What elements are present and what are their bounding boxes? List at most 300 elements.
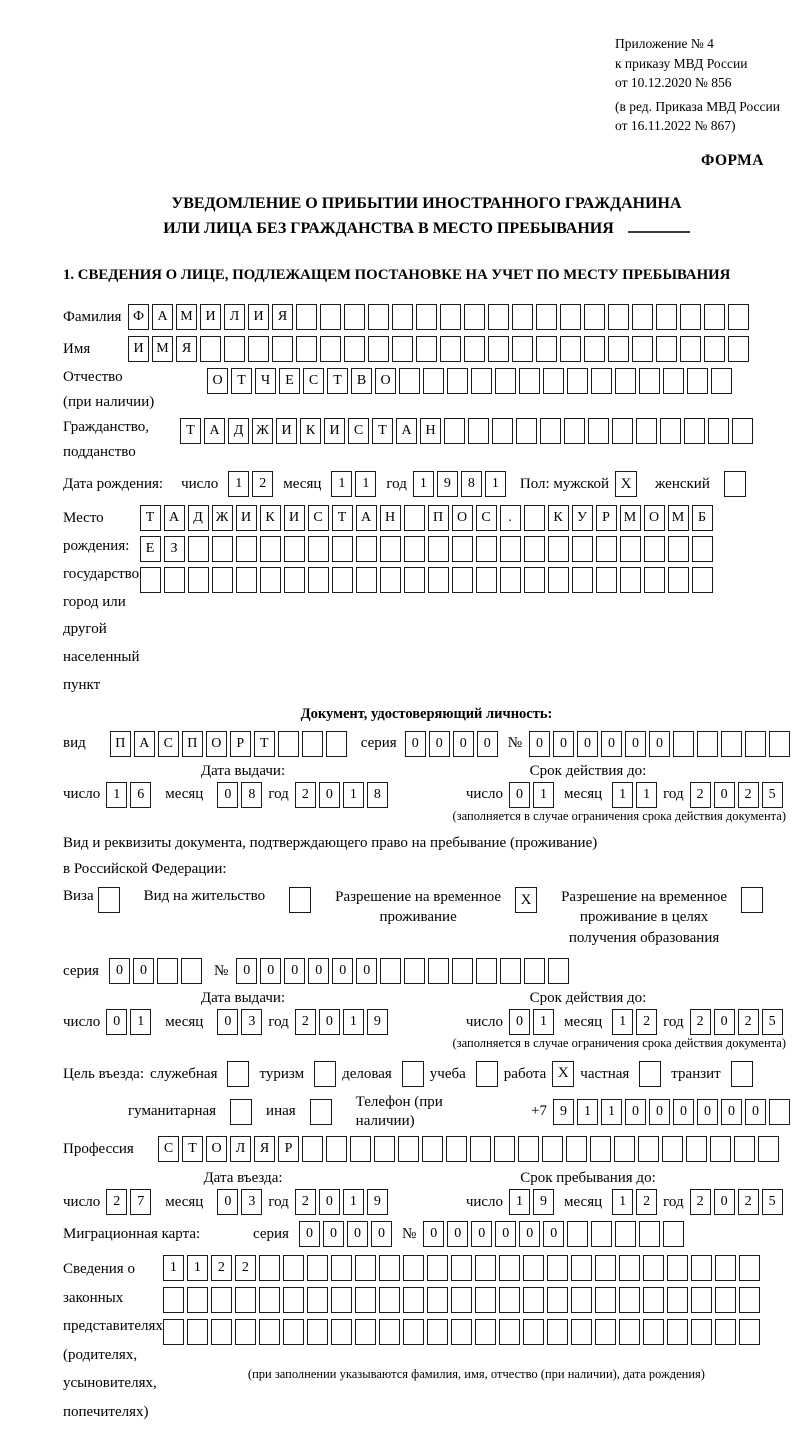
char-cell[interactable]: И <box>276 418 297 444</box>
char-cell[interactable] <box>548 536 569 562</box>
char-cell[interactable] <box>374 1136 395 1162</box>
char-cell[interactable] <box>686 1136 707 1162</box>
char-cell[interactable]: 2 <box>106 1189 127 1215</box>
purpose-tourism-checkbox[interactable] <box>314 1061 336 1087</box>
char-cell[interactable]: 0 <box>601 731 622 757</box>
char-cell[interactable] <box>571 1255 592 1281</box>
char-cell[interactable] <box>440 336 461 362</box>
char-cell[interactable] <box>403 1287 424 1313</box>
char-cell[interactable] <box>536 304 557 330</box>
char-cell[interactable]: 0 <box>319 1189 340 1215</box>
char-cell[interactable] <box>584 304 605 330</box>
char-cell[interactable] <box>452 567 473 593</box>
char-cell[interactable] <box>721 731 742 757</box>
char-cell[interactable]: И <box>236 505 257 531</box>
char-cell[interactable] <box>307 1255 328 1281</box>
char-cell[interactable] <box>236 567 257 593</box>
char-cell[interactable]: 1 <box>355 471 376 497</box>
char-cell[interactable] <box>615 1221 636 1247</box>
char-cell[interactable]: 0 <box>236 958 257 984</box>
char-cell[interactable] <box>392 336 413 362</box>
char-cell[interactable] <box>715 1287 736 1313</box>
char-cell[interactable]: 0 <box>347 1221 368 1247</box>
char-cell[interactable] <box>636 418 657 444</box>
char-cell[interactable]: 0 <box>133 958 154 984</box>
char-cell[interactable] <box>428 567 449 593</box>
char-cell[interactable]: 0 <box>509 1009 530 1035</box>
char-cell[interactable] <box>620 567 641 593</box>
char-cell[interactable]: 0 <box>471 1221 492 1247</box>
char-cell[interactable] <box>356 536 377 562</box>
char-cell[interactable]: 0 <box>332 958 353 984</box>
char-cell[interactable] <box>284 567 305 593</box>
char-cell[interactable]: А <box>134 731 155 757</box>
char-cell[interactable] <box>518 1136 539 1162</box>
char-cell[interactable] <box>447 368 468 394</box>
char-cell[interactable]: 1 <box>509 1189 530 1215</box>
char-cell[interactable] <box>715 1255 736 1281</box>
char-cell[interactable]: 0 <box>625 731 646 757</box>
char-cell[interactable]: Д <box>228 418 249 444</box>
char-cell[interactable]: С <box>476 505 497 531</box>
char-cell[interactable] <box>259 1255 280 1281</box>
temp-residence-edu-checkbox[interactable] <box>741 887 763 913</box>
char-cell[interactable] <box>476 536 497 562</box>
char-cell[interactable]: 1 <box>228 471 249 497</box>
purpose-other-checkbox[interactable] <box>310 1099 332 1125</box>
char-cell[interactable]: 0 <box>673 1099 694 1125</box>
char-cell[interactable]: 8 <box>367 782 388 808</box>
char-cell[interactable]: 2 <box>738 1009 759 1035</box>
char-cell[interactable]: 0 <box>697 1099 718 1125</box>
char-cell[interactable]: Т <box>332 505 353 531</box>
char-cell[interactable]: 2 <box>636 1189 657 1215</box>
char-cell[interactable] <box>668 536 689 562</box>
char-cell[interactable] <box>278 731 299 757</box>
char-cell[interactable]: 1 <box>343 1189 364 1215</box>
char-cell[interactable] <box>427 1319 448 1345</box>
char-cell[interactable]: А <box>396 418 417 444</box>
char-cell[interactable]: Л <box>230 1136 251 1162</box>
char-cell[interactable] <box>619 1319 640 1345</box>
char-cell[interactable]: У <box>572 505 593 531</box>
char-cell[interactable] <box>283 1319 304 1345</box>
char-cell[interactable] <box>488 336 509 362</box>
char-cell[interactable]: 1 <box>413 471 434 497</box>
char-cell[interactable] <box>734 1136 755 1162</box>
char-cell[interactable]: К <box>260 505 281 531</box>
char-cell[interactable] <box>656 336 677 362</box>
char-cell[interactable]: Я <box>272 304 293 330</box>
char-cell[interactable]: 1 <box>601 1099 622 1125</box>
char-cell[interactable]: 5 <box>762 1009 783 1035</box>
char-cell[interactable]: Е <box>140 536 161 562</box>
char-cell[interactable]: 7 <box>130 1189 151 1215</box>
char-cell[interactable] <box>499 1255 520 1281</box>
char-cell[interactable]: 0 <box>577 731 598 757</box>
char-cell[interactable]: 0 <box>477 731 498 757</box>
char-cell[interactable] <box>379 1287 400 1313</box>
char-cell[interactable] <box>668 567 689 593</box>
char-cell[interactable] <box>769 1099 790 1125</box>
char-cell[interactable]: С <box>303 368 324 394</box>
char-cell[interactable] <box>284 536 305 562</box>
char-cell[interactable] <box>427 1255 448 1281</box>
char-cell[interactable]: Ж <box>252 418 273 444</box>
char-cell[interactable] <box>710 1136 731 1162</box>
purpose-official-checkbox[interactable] <box>227 1061 249 1087</box>
char-cell[interactable]: 1 <box>612 782 633 808</box>
char-cell[interactable] <box>332 567 353 593</box>
char-cell[interactable] <box>500 536 521 562</box>
char-cell[interactable] <box>379 1319 400 1345</box>
char-cell[interactable]: 1 <box>343 1009 364 1035</box>
char-cell[interactable] <box>691 1319 712 1345</box>
char-cell[interactable] <box>697 731 718 757</box>
char-cell[interactable] <box>140 567 161 593</box>
char-cell[interactable] <box>495 368 516 394</box>
char-cell[interactable] <box>512 336 533 362</box>
char-cell[interactable] <box>667 1255 688 1281</box>
char-cell[interactable]: 1 <box>187 1255 208 1281</box>
char-cell[interactable] <box>476 958 497 984</box>
sex-male-checkbox[interactable]: X <box>615 471 637 497</box>
char-cell[interactable] <box>560 304 581 330</box>
char-cell[interactable]: П <box>182 731 203 757</box>
char-cell[interactable] <box>656 304 677 330</box>
char-cell[interactable] <box>704 336 725 362</box>
char-cell[interactable] <box>667 1319 688 1345</box>
char-cell[interactable]: 3 <box>241 1189 262 1215</box>
char-cell[interactable] <box>596 536 617 562</box>
char-cell[interactable]: 2 <box>211 1255 232 1281</box>
char-cell[interactable] <box>591 368 612 394</box>
char-cell[interactable] <box>584 336 605 362</box>
char-cell[interactable] <box>187 1319 208 1345</box>
char-cell[interactable] <box>380 567 401 593</box>
char-cell[interactable]: 2 <box>252 471 273 497</box>
char-cell[interactable] <box>692 536 713 562</box>
char-cell[interactable] <box>500 958 521 984</box>
char-cell[interactable]: О <box>206 1136 227 1162</box>
char-cell[interactable] <box>536 336 557 362</box>
char-cell[interactable] <box>428 536 449 562</box>
char-cell[interactable]: Н <box>420 418 441 444</box>
char-cell[interactable] <box>404 536 425 562</box>
char-cell[interactable]: 1 <box>533 1009 554 1035</box>
char-cell[interactable] <box>547 1287 568 1313</box>
char-cell[interactable] <box>560 336 581 362</box>
char-cell[interactable] <box>739 1319 760 1345</box>
char-cell[interactable] <box>619 1255 640 1281</box>
char-cell[interactable] <box>471 368 492 394</box>
char-cell[interactable]: 0 <box>519 1221 540 1247</box>
char-cell[interactable]: П <box>110 731 131 757</box>
char-cell[interactable]: 2 <box>690 1009 711 1035</box>
purpose-transit-checkbox[interactable] <box>731 1061 753 1087</box>
char-cell[interactable] <box>524 536 545 562</box>
char-cell[interactable]: 0 <box>109 958 130 984</box>
char-cell[interactable]: М <box>620 505 641 531</box>
char-cell[interactable]: М <box>176 304 197 330</box>
char-cell[interactable] <box>673 731 694 757</box>
char-cell[interactable]: С <box>348 418 369 444</box>
char-cell[interactable] <box>488 304 509 330</box>
char-cell[interactable]: 5 <box>762 782 783 808</box>
char-cell[interactable]: 0 <box>106 1009 127 1035</box>
char-cell[interactable]: 9 <box>437 471 458 497</box>
char-cell[interactable] <box>302 731 323 757</box>
char-cell[interactable]: 0 <box>308 958 329 984</box>
char-cell[interactable] <box>523 1287 544 1313</box>
char-cell[interactable] <box>356 567 377 593</box>
char-cell[interactable] <box>452 958 473 984</box>
char-cell[interactable]: 6 <box>130 782 151 808</box>
char-cell[interactable] <box>499 1287 520 1313</box>
char-cell[interactable] <box>283 1287 304 1313</box>
char-cell[interactable]: 0 <box>649 1099 670 1125</box>
char-cell[interactable]: С <box>158 731 179 757</box>
char-cell[interactable] <box>355 1287 376 1313</box>
char-cell[interactable]: 2 <box>295 1009 316 1035</box>
char-cell[interactable]: Л <box>224 304 245 330</box>
char-cell[interactable] <box>464 336 485 362</box>
char-cell[interactable] <box>758 1136 779 1162</box>
char-cell[interactable]: 1 <box>163 1255 184 1281</box>
char-cell[interactable] <box>663 1221 684 1247</box>
char-cell[interactable]: И <box>200 304 221 330</box>
char-cell[interactable] <box>416 304 437 330</box>
char-cell[interactable]: Р <box>278 1136 299 1162</box>
char-cell[interactable]: 1 <box>612 1009 633 1035</box>
char-cell[interactable] <box>392 304 413 330</box>
char-cell[interactable] <box>590 1136 611 1162</box>
char-cell[interactable] <box>619 1287 640 1313</box>
char-cell[interactable] <box>643 1255 664 1281</box>
char-cell[interactable] <box>444 418 465 444</box>
purpose-work-checkbox[interactable]: X <box>552 1061 574 1087</box>
char-cell[interactable] <box>451 1255 472 1281</box>
char-cell[interactable] <box>540 418 561 444</box>
char-cell[interactable]: 0 <box>721 1099 742 1125</box>
char-cell[interactable]: 0 <box>217 782 238 808</box>
char-cell[interactable]: С <box>158 1136 179 1162</box>
char-cell[interactable] <box>567 1221 588 1247</box>
purpose-study-checkbox[interactable] <box>476 1061 498 1087</box>
char-cell[interactable] <box>523 1319 544 1345</box>
char-cell[interactable]: О <box>207 368 228 394</box>
char-cell[interactable] <box>236 536 257 562</box>
char-cell[interactable] <box>499 1319 520 1345</box>
char-cell[interactable] <box>715 1319 736 1345</box>
char-cell[interactable] <box>187 1287 208 1313</box>
char-cell[interactable] <box>355 1255 376 1281</box>
char-cell[interactable]: Т <box>231 368 252 394</box>
char-cell[interactable] <box>475 1287 496 1313</box>
char-cell[interactable] <box>188 536 209 562</box>
char-cell[interactable] <box>711 368 732 394</box>
char-cell[interactable] <box>451 1287 472 1313</box>
char-cell[interactable] <box>595 1287 616 1313</box>
char-cell[interactable]: 9 <box>553 1099 574 1125</box>
char-cell[interactable] <box>643 1287 664 1313</box>
char-cell[interactable] <box>470 1136 491 1162</box>
char-cell[interactable]: 0 <box>509 782 530 808</box>
char-cell[interactable] <box>368 336 389 362</box>
char-cell[interactable]: 0 <box>649 731 670 757</box>
char-cell[interactable]: 5 <box>762 1189 783 1215</box>
char-cell[interactable] <box>608 304 629 330</box>
char-cell[interactable] <box>608 336 629 362</box>
char-cell[interactable]: 2 <box>295 782 316 808</box>
char-cell[interactable] <box>355 1319 376 1345</box>
char-cell[interactable] <box>680 336 701 362</box>
char-cell[interactable]: Ч <box>255 368 276 394</box>
char-cell[interactable] <box>612 418 633 444</box>
char-cell[interactable]: Т <box>180 418 201 444</box>
char-cell[interactable] <box>403 1319 424 1345</box>
char-cell[interactable]: З <box>164 536 185 562</box>
purpose-private-checkbox[interactable] <box>639 1061 661 1087</box>
char-cell[interactable]: Д <box>188 505 209 531</box>
char-cell[interactable]: П <box>428 505 449 531</box>
char-cell[interactable]: Ф <box>128 304 149 330</box>
char-cell[interactable] <box>212 536 233 562</box>
char-cell[interactable]: 0 <box>745 1099 766 1125</box>
char-cell[interactable] <box>308 536 329 562</box>
char-cell[interactable]: К <box>300 418 321 444</box>
char-cell[interactable]: 0 <box>356 958 377 984</box>
char-cell[interactable]: Я <box>176 336 197 362</box>
char-cell[interactable]: 0 <box>625 1099 646 1125</box>
char-cell[interactable] <box>423 368 444 394</box>
char-cell[interactable] <box>464 304 485 330</box>
char-cell[interactable] <box>524 958 545 984</box>
char-cell[interactable] <box>380 536 401 562</box>
char-cell[interactable] <box>691 1287 712 1313</box>
char-cell[interactable]: Р <box>230 731 251 757</box>
char-cell[interactable] <box>632 336 653 362</box>
char-cell[interactable] <box>620 536 641 562</box>
char-cell[interactable]: 1 <box>130 1009 151 1035</box>
char-cell[interactable] <box>500 567 521 593</box>
char-cell[interactable] <box>660 418 681 444</box>
char-cell[interactable]: 0 <box>495 1221 516 1247</box>
char-cell[interactable] <box>739 1255 760 1281</box>
char-cell[interactable] <box>259 1319 280 1345</box>
char-cell[interactable] <box>451 1319 472 1345</box>
char-cell[interactable] <box>591 1221 612 1247</box>
char-cell[interactable] <box>308 567 329 593</box>
char-cell[interactable]: 0 <box>553 731 574 757</box>
char-cell[interactable] <box>188 567 209 593</box>
char-cell[interactable]: 0 <box>284 958 305 984</box>
char-cell[interactable]: 2 <box>295 1189 316 1215</box>
char-cell[interactable]: 0 <box>543 1221 564 1247</box>
char-cell[interactable] <box>523 1255 544 1281</box>
char-cell[interactable] <box>492 418 513 444</box>
char-cell[interactable] <box>638 1136 659 1162</box>
char-cell[interactable] <box>769 731 790 757</box>
char-cell[interactable]: 9 <box>367 1189 388 1215</box>
char-cell[interactable] <box>296 304 317 330</box>
char-cell[interactable] <box>331 1255 352 1281</box>
char-cell[interactable]: С <box>308 505 329 531</box>
char-cell[interactable] <box>399 368 420 394</box>
char-cell[interactable] <box>684 418 705 444</box>
char-cell[interactable] <box>572 536 593 562</box>
char-cell[interactable] <box>181 958 202 984</box>
char-cell[interactable] <box>422 1136 443 1162</box>
char-cell[interactable] <box>708 418 729 444</box>
char-cell[interactable] <box>211 1287 232 1313</box>
char-cell[interactable] <box>163 1319 184 1345</box>
char-cell[interactable] <box>596 567 617 593</box>
char-cell[interactable] <box>403 1255 424 1281</box>
char-cell[interactable]: 0 <box>429 731 450 757</box>
char-cell[interactable]: Е <box>279 368 300 394</box>
char-cell[interactable]: Т <box>327 368 348 394</box>
char-cell[interactable] <box>260 536 281 562</box>
char-cell[interactable]: 0 <box>299 1221 320 1247</box>
char-cell[interactable] <box>475 1319 496 1345</box>
char-cell[interactable]: 2 <box>235 1255 256 1281</box>
char-cell[interactable] <box>404 505 425 531</box>
char-cell[interactable]: К <box>548 505 569 531</box>
char-cell[interactable]: 1 <box>343 782 364 808</box>
char-cell[interactable]: Б <box>692 505 713 531</box>
char-cell[interactable]: А <box>356 505 377 531</box>
char-cell[interactable] <box>331 1319 352 1345</box>
char-cell[interactable] <box>644 536 665 562</box>
char-cell[interactable] <box>644 567 665 593</box>
char-cell[interactable]: 1 <box>636 782 657 808</box>
char-cell[interactable] <box>643 1319 664 1345</box>
char-cell[interactable] <box>200 336 221 362</box>
char-cell[interactable] <box>427 1287 448 1313</box>
char-cell[interactable] <box>704 304 725 330</box>
purpose-business-checkbox[interactable] <box>402 1061 424 1087</box>
char-cell[interactable] <box>572 567 593 593</box>
char-cell[interactable] <box>588 418 609 444</box>
char-cell[interactable]: Я <box>254 1136 275 1162</box>
char-cell[interactable] <box>416 336 437 362</box>
char-cell[interactable]: 9 <box>533 1189 554 1215</box>
char-cell[interactable]: 8 <box>241 782 262 808</box>
char-cell[interactable] <box>680 304 701 330</box>
char-cell[interactable]: 0 <box>319 1009 340 1035</box>
char-cell[interactable] <box>157 958 178 984</box>
char-cell[interactable] <box>320 336 341 362</box>
char-cell[interactable]: М <box>152 336 173 362</box>
char-cell[interactable]: 2 <box>738 1189 759 1215</box>
char-cell[interactable]: О <box>452 505 473 531</box>
char-cell[interactable]: 3 <box>241 1009 262 1035</box>
char-cell[interactable] <box>547 1319 568 1345</box>
char-cell[interactable] <box>542 1136 563 1162</box>
char-cell[interactable] <box>595 1319 616 1345</box>
char-cell[interactable] <box>728 336 749 362</box>
char-cell[interactable] <box>350 1136 371 1162</box>
char-cell[interactable]: 0 <box>423 1221 444 1247</box>
char-cell[interactable]: 0 <box>217 1189 238 1215</box>
char-cell[interactable] <box>332 536 353 562</box>
char-cell[interactable] <box>272 336 293 362</box>
char-cell[interactable]: 8 <box>461 471 482 497</box>
char-cell[interactable]: 1 <box>485 471 506 497</box>
char-cell[interactable] <box>283 1255 304 1281</box>
char-cell[interactable] <box>163 1287 184 1313</box>
